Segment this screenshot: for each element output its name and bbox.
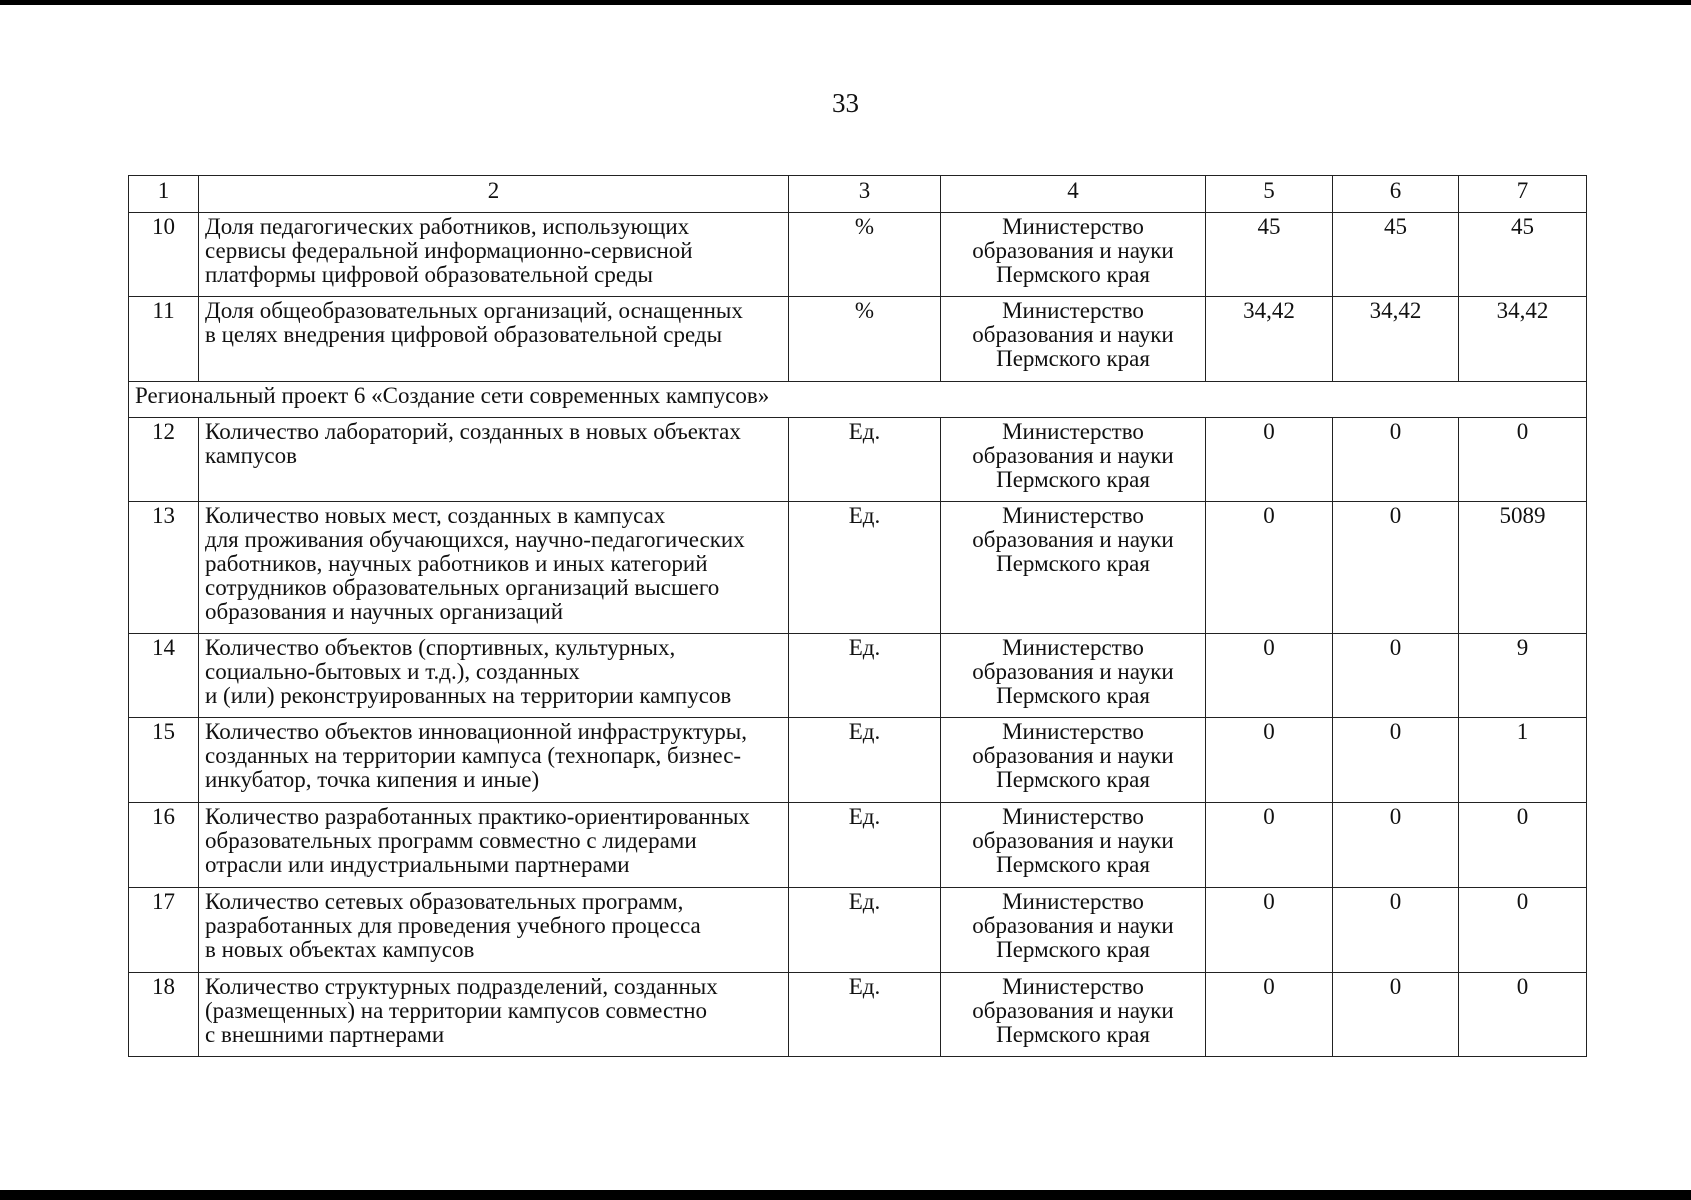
value-col6: 0 [1333,888,1459,973]
row-number: 18 [129,973,199,1057]
value-col5: 34,42 [1206,297,1333,382]
responsible-org: Министерство образования и науки Пермского края [941,973,1206,1057]
row-number: 13 [129,502,199,634]
table-row [129,803,1587,888]
table-row [129,973,1587,1057]
header-cell: 6 [1333,176,1459,213]
responsible-org: Министерство образования и науки Пермского края [941,213,1206,297]
unit-cell: Ед. [789,888,941,973]
unit-cell: Ед. [789,634,941,718]
row-number: 11 [129,297,199,382]
value-col5: 45 [1206,213,1333,297]
indicator-description: Количество объектов инновационной инфраструктуры, созданных на территории кампуса (технопарк, бизнес- инкубатор, точка кипения и иные) [199,718,789,803]
value-col5: 0 [1206,718,1333,803]
unit-cell: % [789,213,941,297]
indicators-table [128,175,1587,1057]
value-col6: 0 [1333,718,1459,803]
header-cell: 4 [941,176,1206,213]
row-number: 17 [129,888,199,973]
indicator-description: Количество новых мест, созданных в кампусах для проживания обучающихся, научно-педагогических работников, научных работников и иных категорий сотрудников образовательных организаций высшего образования и научных организаций [199,502,789,634]
indicator-description: Количество сетевых образовательных программ, разработанных для проведения учебного процесса в новых объектах кампусов [199,888,789,973]
unit-cell: Ед. [789,718,941,803]
unit-cell: % [789,297,941,382]
indicator-description: Количество объектов (спортивных, культурных, социально-бытовых и т.д.), созданных и (или) реконструированных на территории кампусов [199,634,789,718]
row-number: 14 [129,634,199,718]
value-col6: 0 [1333,803,1459,888]
responsible-org: Министерство образования и науки Пермского края [941,502,1206,634]
value-col7: 0 [1459,973,1587,1057]
indicator-description: Количество структурных подразделений, созданных (размещенных) на территории кампусов совместно с внешними партнерами [199,973,789,1057]
responsible-org: Министерство образования и науки Пермского края [941,718,1206,803]
header-cell: 3 [789,176,941,213]
row-number: 15 [129,718,199,803]
header-cell: 7 [1459,176,1587,213]
value-col5: 0 [1206,888,1333,973]
value-col7: 0 [1459,803,1587,888]
responsible-org: Министерство образования и науки Пермского края [941,888,1206,973]
table-row [129,718,1587,803]
table-row [129,502,1587,634]
value-col5: 0 [1206,973,1333,1057]
value-col6: 0 [1333,634,1459,718]
table-row [129,297,1587,382]
responsible-org: Министерство образования и науки Пермского края [941,634,1206,718]
project-section-row [129,382,1587,418]
unit-cell: Ед. [789,418,941,502]
value-col6: 0 [1333,418,1459,502]
table-row [129,634,1587,718]
responsible-org: Министерство образования и науки Пермского края [941,418,1206,502]
header-cell: 1 [129,176,199,213]
indicator-description: Количество лабораторий, созданных в новых объектах кампусов [199,418,789,502]
table-row [129,213,1587,297]
value-col7: 1 [1459,718,1587,803]
header-cell: 2 [199,176,789,213]
value-col7: 34,42 [1459,297,1587,382]
value-col7: 9 [1459,634,1587,718]
scan-top-border [0,0,1691,5]
responsible-org: Министерство образования и науки Пермского края [941,297,1206,382]
table-header-row [129,176,1587,213]
value-col7: 45 [1459,213,1587,297]
indicator-description: Доля педагогических работников, использующих сервисы федеральной информационно-сервисной платформы цифровой образовательной среды [199,213,789,297]
project-title: Региональный проект 6 «Создание сети современных кампусов» [129,382,1587,418]
value-col7: 0 [1459,418,1587,502]
unit-cell: Ед. [789,803,941,888]
value-col5: 0 [1206,502,1333,634]
row-number: 12 [129,418,199,502]
value-col6: 0 [1333,973,1459,1057]
responsible-org: Министерство образования и науки Пермского края [941,803,1206,888]
unit-cell: Ед. [789,502,941,634]
page-number: 33 [832,88,859,118]
row-number: 16 [129,803,199,888]
value-col6: 0 [1333,502,1459,634]
table-row [129,418,1587,502]
value-col5: 0 [1206,803,1333,888]
indicator-description: Доля общеобразовательных организаций, оснащенных в целях внедрения цифровой образовательной среды [199,297,789,382]
value-col5: 0 [1206,418,1333,502]
value-col6: 45 [1333,213,1459,297]
scan-bottom-border [0,1190,1691,1200]
value-col6: 34,42 [1333,297,1459,382]
indicator-description: Количество разработанных практико-ориентированных образовательных программ совместно с лидерами отрасли или индустриальными партнерами [199,803,789,888]
unit-cell: Ед. [789,973,941,1057]
value-col5: 0 [1206,634,1333,718]
row-number: 10 [129,213,199,297]
value-col7: 0 [1459,888,1587,973]
table-row [129,888,1587,973]
header-cell: 5 [1206,176,1333,213]
value-col7: 5089 [1459,502,1587,634]
